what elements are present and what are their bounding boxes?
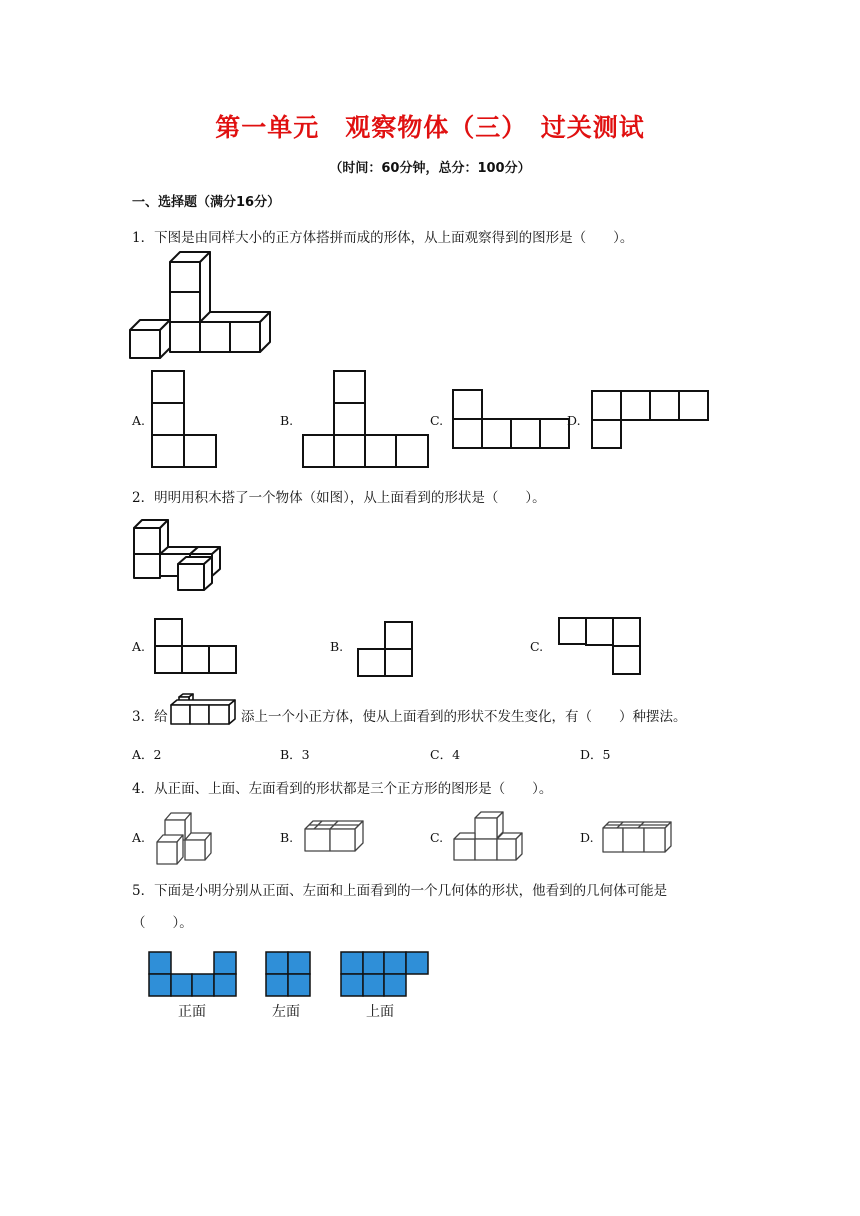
q2-option-b-label[interactable]: B. [330,639,344,654]
question-5-text-line1: 5．下面是小明分别从正面、左面和上面看到的一个几何体的形状，他看到的几何体可能是 [132,883,668,899]
question-1-text: 1．下图是由同样大小的正方体搭拼而成的形体，从上面观察得到的图形是（ ）。 [132,230,634,246]
question-3-text-after: 添上一个小正方体，使从上面看到的形状不发生变化，有（ ）种摆法。 [241,709,687,725]
q5-left-view-label: 左面 [272,1004,300,1020]
q4-option-b-label[interactable]: B. [280,830,294,845]
q2-option-a-label[interactable]: A. [132,639,146,654]
q3-option-b[interactable]: B．3 [280,747,310,762]
question-4-text: 4．从正面、上面、左面看到的形状都是三个正方形的图形是（ ）。 [132,781,553,797]
q2-option-a-figure[interactable] [154,618,238,674]
q1-option-b-label[interactable]: B. [280,413,294,428]
q1-cube-figure [128,250,273,362]
page-subtitle: （时间：60分钟，总分：100分） [329,161,531,176]
q1-option-c-figure[interactable] [452,389,570,449]
question-5-text-line2: （ ）。 [132,915,193,931]
q5-top-view [340,951,430,997]
q5-top-view-label: 上面 [366,1004,394,1020]
q4-option-b-figure[interactable] [303,817,365,855]
q5-front-view [148,951,238,997]
q4-option-d-label[interactable]: D. [580,830,594,845]
q3-option-c[interactable]: C．4 [430,747,461,762]
q1-option-a-label[interactable]: A. [132,413,146,428]
q1-option-d-figure[interactable] [591,390,709,450]
q3-inline-cube-figure [169,693,237,727]
q2-option-c-figure[interactable] [558,617,642,675]
q4-option-c-figure[interactable] [452,810,524,862]
q2-option-c-label[interactable]: C. [530,639,544,654]
q2-option-b-figure[interactable] [357,621,413,677]
q1-option-b-figure[interactable] [302,370,430,468]
q1-option-a-figure[interactable] [151,370,217,468]
q4-option-a-figure[interactable] [155,810,217,866]
q3-option-a[interactable]: A．2 [132,747,162,762]
q1-option-d-label[interactable]: D. [567,413,581,428]
q4-option-d-figure[interactable] [601,818,673,854]
q5-front-view-label: 正面 [178,1004,206,1020]
q1-option-c-label[interactable]: C. [430,413,444,428]
q4-option-a-label[interactable]: A. [132,830,146,845]
section-heading: 一、选择题（满分16分） [132,195,281,210]
question-3-text-before: 3．给 [132,709,168,725]
question-2-text: 2．明明用积木搭了一个物体（如图），从上面看到的形状是（ ）。 [132,490,546,506]
q5-left-view [265,951,311,997]
q4-option-c-label[interactable]: C. [430,830,444,845]
page-title: 第一单元 观察物体（三） 过关测试 [215,113,645,142]
q2-cube-figure [132,518,224,594]
q3-option-d[interactable]: D．5 [580,747,611,762]
